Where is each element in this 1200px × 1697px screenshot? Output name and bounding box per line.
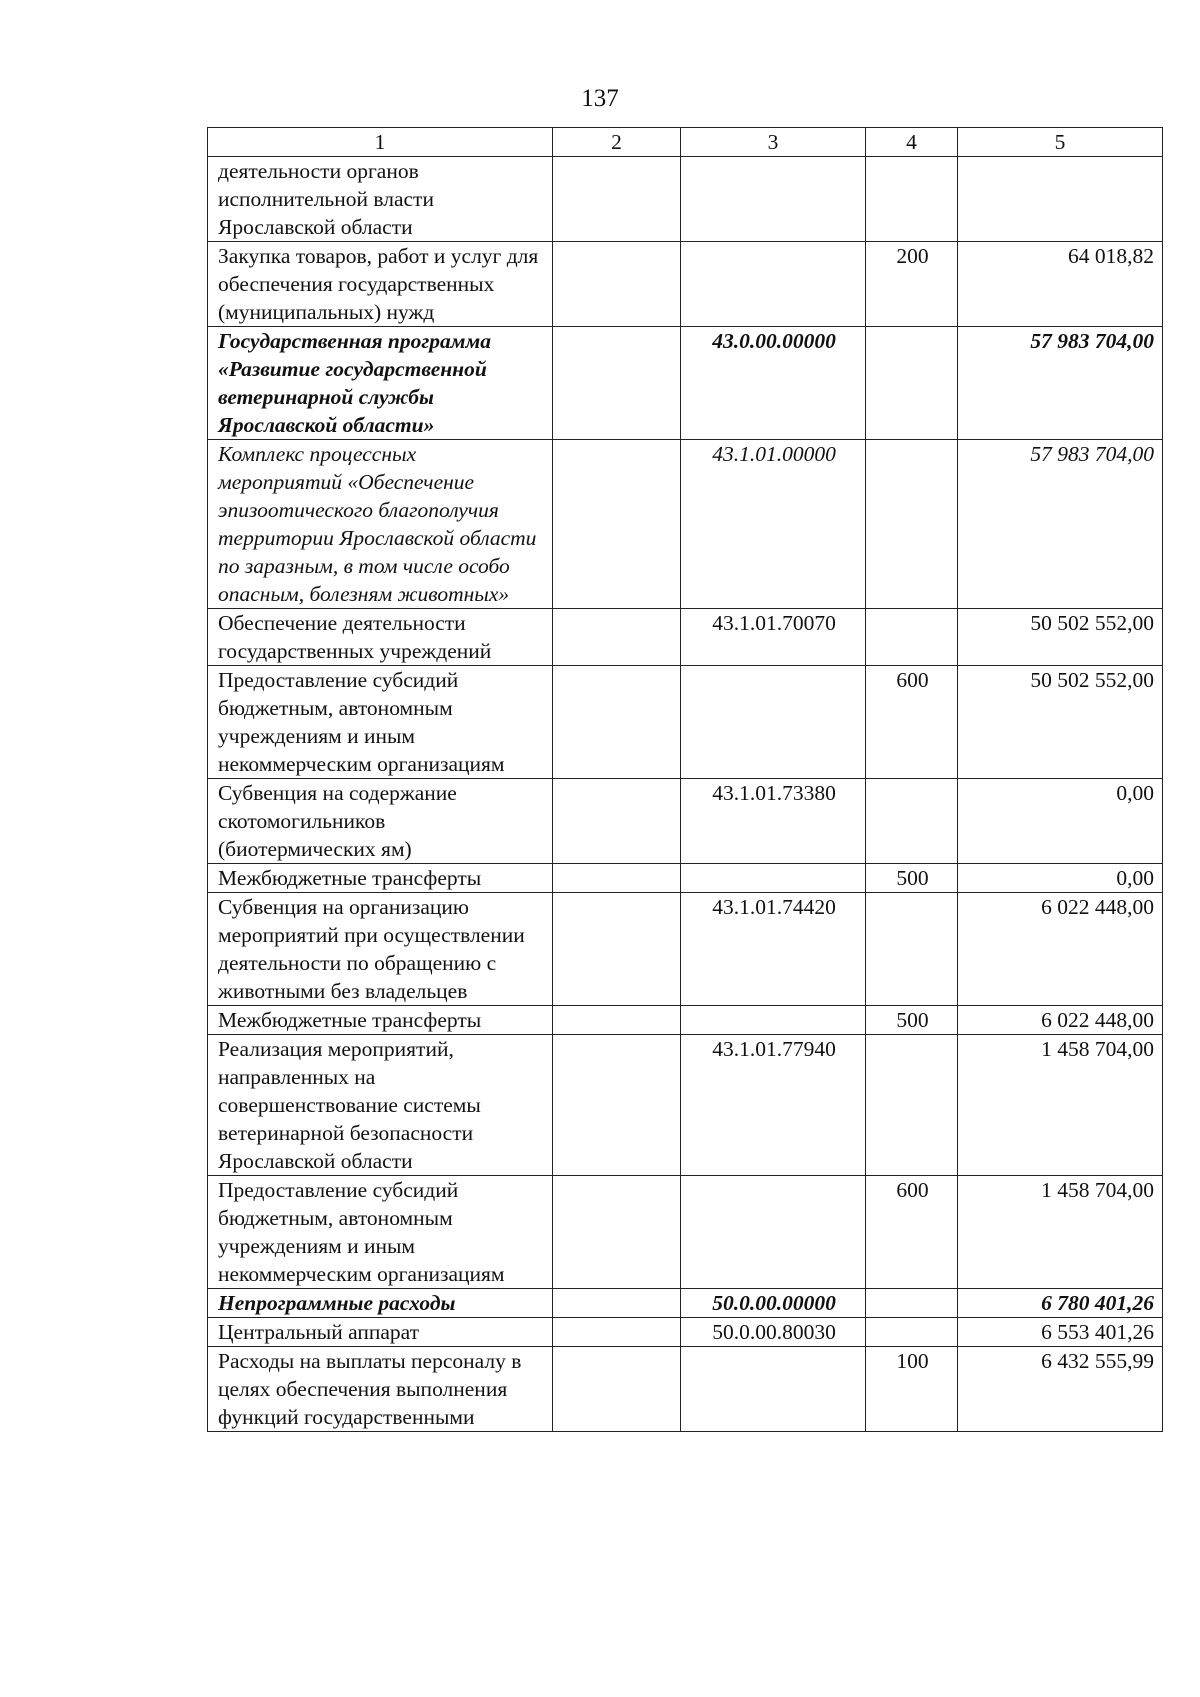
row-code-cell: 43.1.01.77940 xyxy=(681,1035,866,1176)
budget-table xyxy=(207,127,1163,1432)
row-col2-cell xyxy=(553,1318,681,1347)
row-expense-type-cell: 500 xyxy=(866,1006,958,1035)
table-row xyxy=(208,1347,1163,1432)
row-name-cell: Государственная программа «Развитие государственной ветеринарной службы Ярославской области» xyxy=(208,327,553,440)
header-col-3: 3 xyxy=(681,128,866,157)
row-name-cell: Обеспечение деятельности государственных учреждений xyxy=(208,609,553,666)
row-code-cell xyxy=(681,1006,866,1035)
row-amount-cell: 1 458 704,00 xyxy=(958,1176,1163,1289)
row-col2-cell xyxy=(553,609,681,666)
row-code-cell: 50.0.00.00000 xyxy=(681,1289,866,1318)
row-expense-type-cell: 100 xyxy=(866,1347,958,1432)
row-expense-type-cell xyxy=(866,1289,958,1318)
row-name-cell: Предоставление субсидий бюджетным, автономным учреждениям и иным некоммерческим организациям xyxy=(208,1176,553,1289)
row-amount-cell: 57 983 704,00 xyxy=(958,440,1163,609)
row-expense-type-cell xyxy=(866,157,958,242)
row-name-cell: Межбюджетные трансферты xyxy=(208,864,553,893)
row-expense-type-cell: 200 xyxy=(866,242,958,327)
row-expense-type-cell: 600 xyxy=(866,666,958,779)
row-col2-cell xyxy=(553,327,681,440)
table-row xyxy=(208,893,1163,1006)
row-col2-cell xyxy=(553,893,681,1006)
row-name-cell: Непрограммные расходы xyxy=(208,1289,553,1318)
table-row xyxy=(208,1006,1163,1035)
row-expense-type-cell: 600 xyxy=(866,1176,958,1289)
row-col2-cell xyxy=(553,864,681,893)
table-row xyxy=(208,1176,1163,1289)
row-name-cell: Комплекс процессных мероприятий «Обеспечение эпизоотического благополучия территории Ярославской области по заразным, в том числе особо опасным, болезням животных» xyxy=(208,440,553,609)
table-row xyxy=(208,609,1163,666)
row-code-cell xyxy=(681,864,866,893)
row-expense-type-cell xyxy=(866,1035,958,1176)
row-col2-cell xyxy=(553,1347,681,1432)
row-col2-cell xyxy=(553,1176,681,1289)
row-col2-cell xyxy=(553,779,681,864)
header-row xyxy=(208,128,1163,157)
table-row xyxy=(208,1035,1163,1176)
row-col2-cell xyxy=(553,1035,681,1176)
row-amount-cell: 6 022 448,00 xyxy=(958,1006,1163,1035)
header-col-1: 1 xyxy=(208,128,553,157)
table-row xyxy=(208,1289,1163,1318)
table-row xyxy=(208,779,1163,864)
row-name-cell: Межбюджетные трансферты xyxy=(208,1006,553,1035)
row-amount-cell: 6 022 448,00 xyxy=(958,893,1163,1006)
row-name-cell: Субвенция на содержание скотомогильников (биотермических ям) xyxy=(208,779,553,864)
row-amount-cell: 0,00 xyxy=(958,779,1163,864)
row-col2-cell xyxy=(553,440,681,609)
row-code-cell: 43.1.01.70070 xyxy=(681,609,866,666)
row-name-cell: Реализация мероприятий, направленных на совершенствование системы ветеринарной безопасности Ярославской области xyxy=(208,1035,553,1176)
row-amount-cell: 6 553 401,26 xyxy=(958,1318,1163,1347)
row-col2-cell xyxy=(553,157,681,242)
row-amount-cell: 50 502 552,00 xyxy=(958,666,1163,779)
row-expense-type-cell xyxy=(866,893,958,1006)
table-row xyxy=(208,864,1163,893)
row-amount-cell: 6 780 401,26 xyxy=(958,1289,1163,1318)
row-code-cell xyxy=(681,242,866,327)
row-code-cell: 43.0.00.00000 xyxy=(681,327,866,440)
table-row xyxy=(208,440,1163,609)
row-col2-cell xyxy=(553,242,681,327)
row-code-cell xyxy=(681,666,866,779)
row-name-cell: деятельности органов исполнительной власти Ярославской области xyxy=(208,157,553,242)
row-code-cell: 43.1.01.73380 xyxy=(681,779,866,864)
row-amount-cell: 57 983 704,00 xyxy=(958,327,1163,440)
row-amount-cell: 6 432 555,99 xyxy=(958,1347,1163,1432)
table-row xyxy=(208,1318,1163,1347)
row-name-cell: Субвенция на организацию мероприятий при осуществлении деятельности по обращению с животными без владельцев xyxy=(208,893,553,1006)
row-expense-type-cell xyxy=(866,327,958,440)
row-code-cell xyxy=(681,157,866,242)
row-col2-cell xyxy=(553,1289,681,1318)
row-expense-type-cell: 500 xyxy=(866,864,958,893)
table-row xyxy=(208,666,1163,779)
row-expense-type-cell xyxy=(866,609,958,666)
row-name-cell: Предоставление субсидий бюджетным, автономным учреждениям и иным некоммерческим организациям xyxy=(208,666,553,779)
header-col-2: 2 xyxy=(553,128,681,157)
row-expense-type-cell xyxy=(866,1318,958,1347)
row-name-cell: Центральный аппарат xyxy=(208,1318,553,1347)
header-col-4: 4 xyxy=(866,128,958,157)
page-number: 137 xyxy=(581,85,619,112)
row-code-cell xyxy=(681,1176,866,1289)
table-row xyxy=(208,157,1163,242)
table-row xyxy=(208,242,1163,327)
row-col2-cell xyxy=(553,1006,681,1035)
row-amount-cell: 0,00 xyxy=(958,864,1163,893)
row-code-cell: 50.0.00.80030 xyxy=(681,1318,866,1347)
table-row xyxy=(208,327,1163,440)
row-name-cell: Расходы на выплаты персоналу в целях обеспечения выполнения функций государственными xyxy=(208,1347,553,1432)
row-amount-cell: 64 018,82 xyxy=(958,242,1163,327)
row-expense-type-cell xyxy=(866,440,958,609)
row-name-cell: Закупка товаров, работ и услуг для обеспечения государственных (муниципальных) нужд xyxy=(208,242,553,327)
row-col2-cell xyxy=(553,666,681,779)
header-col-5: 5 xyxy=(958,128,1163,157)
row-amount-cell: 1 458 704,00 xyxy=(958,1035,1163,1176)
row-amount-cell xyxy=(958,157,1163,242)
row-amount-cell: 50 502 552,00 xyxy=(958,609,1163,666)
row-code-cell: 43.1.01.74420 xyxy=(681,893,866,1006)
row-expense-type-cell xyxy=(866,779,958,864)
row-code-cell xyxy=(681,1347,866,1432)
row-code-cell: 43.1.01.00000 xyxy=(681,440,866,609)
